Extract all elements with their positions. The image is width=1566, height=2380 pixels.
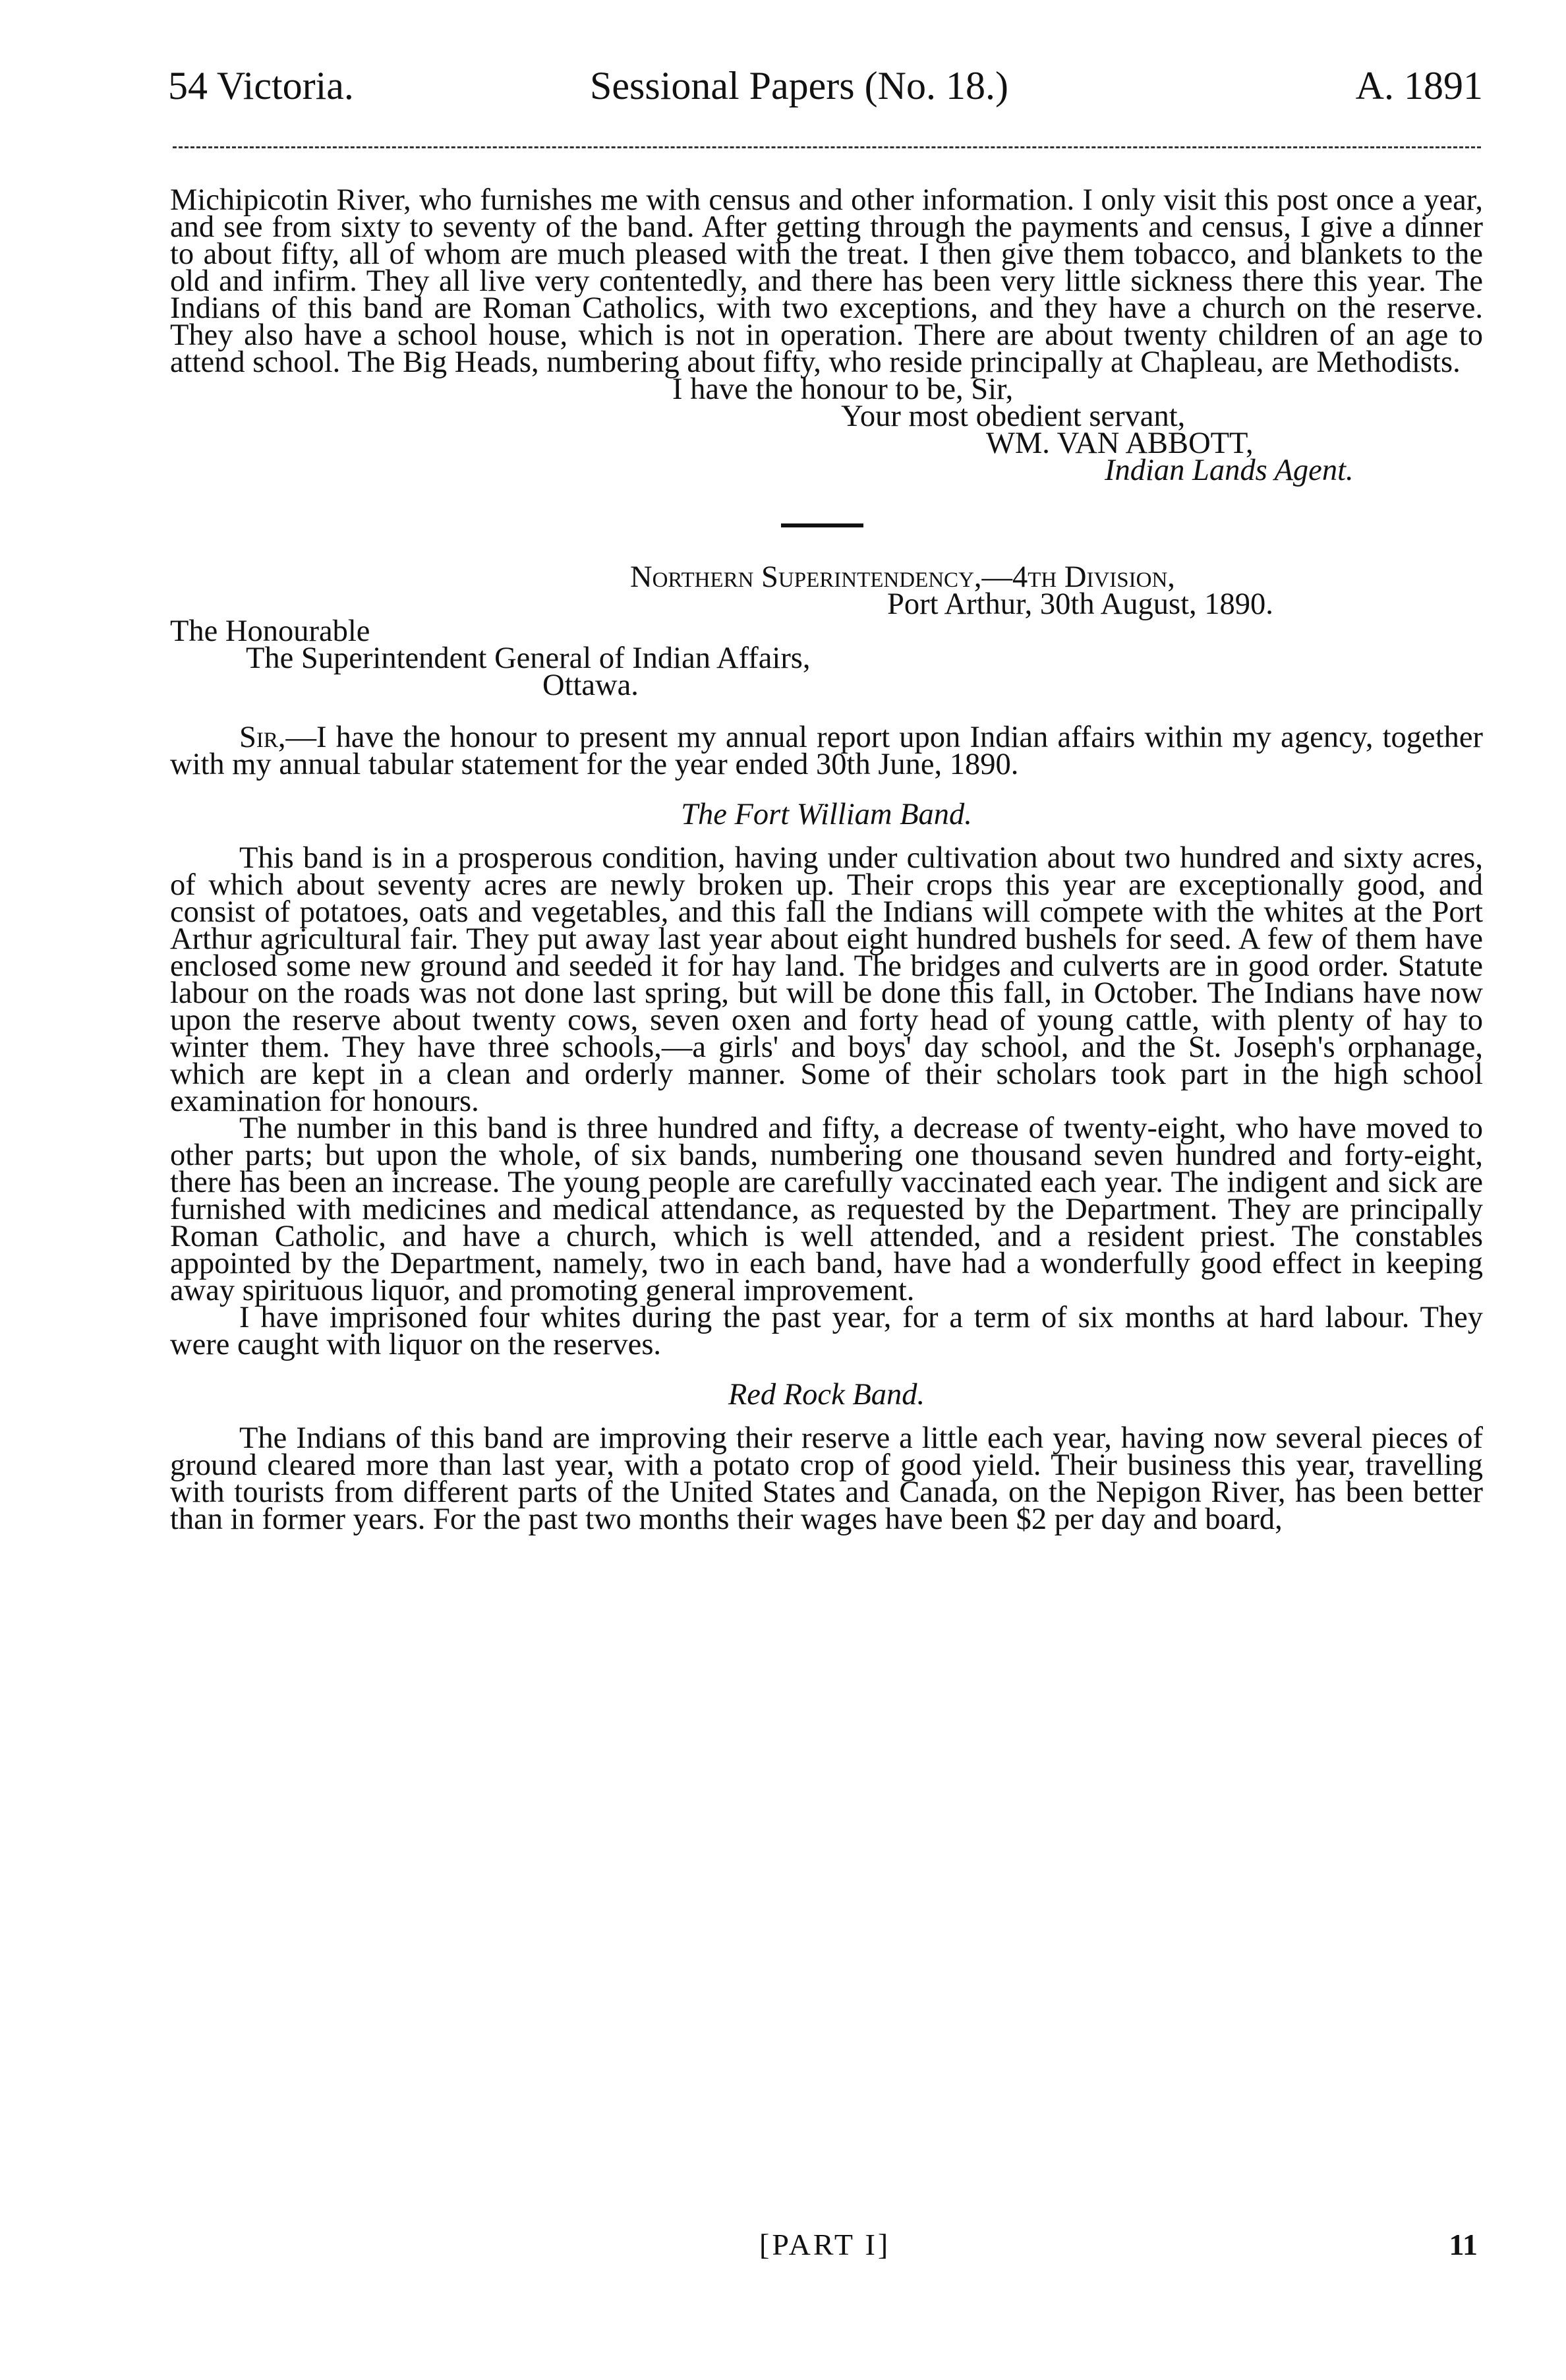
letter2-address1: The Honourable (170, 614, 370, 648)
letter1-closing: I have the honour to be, Sir, (672, 372, 1014, 406)
letter2-heading-line2: Port Arthur, 30th August, 1890. (887, 587, 1273, 621)
letter-divider (781, 523, 863, 527)
letter1-servant: Your most obedient servant, (841, 400, 1186, 433)
header-title: Sessional Papers (No. 18.) (590, 64, 1008, 107)
letter2-salutation: Sir, (239, 721, 286, 754)
footer-part-label: [PART I] (759, 2228, 891, 2261)
page-header (168, 56, 1483, 115)
fort-william-paragraph-3: I have imprisoned four whites during the past year, for a term of six months at hard labour. They were caught with liquor on the reserves. (170, 1301, 1483, 1361)
letter2-heading-line1: Northern Superintendency,—4th Division, (630, 560, 1175, 594)
letter1-signature: WM. VAN ABBOTT, (986, 427, 1254, 460)
letter1-paragraph: Michipicotin River, who furnishes me with census and other information. I only visit this post once a year, and see from sixty to seventy of the band. After getting through the payments and census, I give a dinner to about fifty, all of whom are much pleased with the treat. I then give them tobacco, and blankets to the old and infirm. They all live very contentedly, and there has been very little sickness there this year. The Indians of this band are Roman Catholics, with two exceptions, and they have a church on the reserve. They also have a school house, which is not in operation. There are about twenty children of an age to attend school. The Big Heads, numbering about fifty, who reside principally at Chapleau, are Methodists. (170, 183, 1483, 379)
section-title-red-rock: Red Rock Band. (728, 1378, 925, 1412)
letter1-signer-title: Indian Lands Agent. (1105, 454, 1354, 487)
header-session: 54 Victoria. (168, 64, 354, 107)
letter2-address2: The Superintendent General of Indian Affairs, (246, 641, 811, 675)
red-rock-paragraph-1: The Indians of this band are improving their reserve a little each year, having now several pieces of ground cleared more than last year, with a potato crop of good yield. Their business this year, travelling with tourists from different parts of the United States and Canada, on the Nepigon River, has been better than in former years. For the past two months their wages have been $2 per day and board, (170, 1421, 1483, 1536)
header-divider (173, 146, 1481, 148)
letter2-address3: Ottawa. (542, 669, 639, 702)
fort-william-paragraph-2: The number in this band is three hundred and fifty, a decrease of twenty-eight, who have moved to other parts; but upon the whole, of six bands, numbering one thousand seven hundred and forty-eight, there has been an increase. The young people are carefully vaccinated each year. The indigent and sick are furnished with medicines and medical attendance, as requested by the Department. They are principally Roman Catholic, and have a church, which is well attended, and a resident priest. The constables appointed by the Department, namely, two in each band, have had a wonderfully good effect in keeping away spirituous liquor, and promoting general improvement. (170, 1112, 1483, 1307)
letter2-intro-text: —I have the honour to present my annual report upon Indian affairs within my agency, together with my annual tabular statement for the year ended 30th June, 1890. (170, 721, 1483, 781)
page-number: 11 (1449, 2228, 1478, 2261)
letter2-intro (170, 721, 1483, 781)
header-year: A. 1891 (1355, 64, 1483, 107)
page-footer (170, 2228, 1483, 2261)
page-body (170, 183, 1483, 1536)
fort-william-paragraph-1: This band is in a prosperous condition, having under cultivation about two hundred and sixty acres, of which about seventy acres are newly broken up. Their crops this year are exceptionally good, and consist of potatoes, oats and vegetables, and this fall the Indians will compete with the whites at the Port Arthur agricultural fair. They put away last year about eight hundred bushels for seed. A few of them have enclosed some new ground and seeded it for hay land. The bridges and culverts are in good order. Statute labour on the roads was not done last spring, but will be done this fall, in October. The Indians have now upon the reserve about twenty cows, seven oxen and forty head of young cattle, with plenty of hay to winter them. They have three schools,—a girls' and boys' day school, and the St. Joseph's orphanage, which are kept in a clean and orderly manner. Some of their scholars took part in the high school examination for honours. (170, 841, 1483, 1118)
section-title-fort-william: The Fort William Band. (681, 798, 972, 831)
